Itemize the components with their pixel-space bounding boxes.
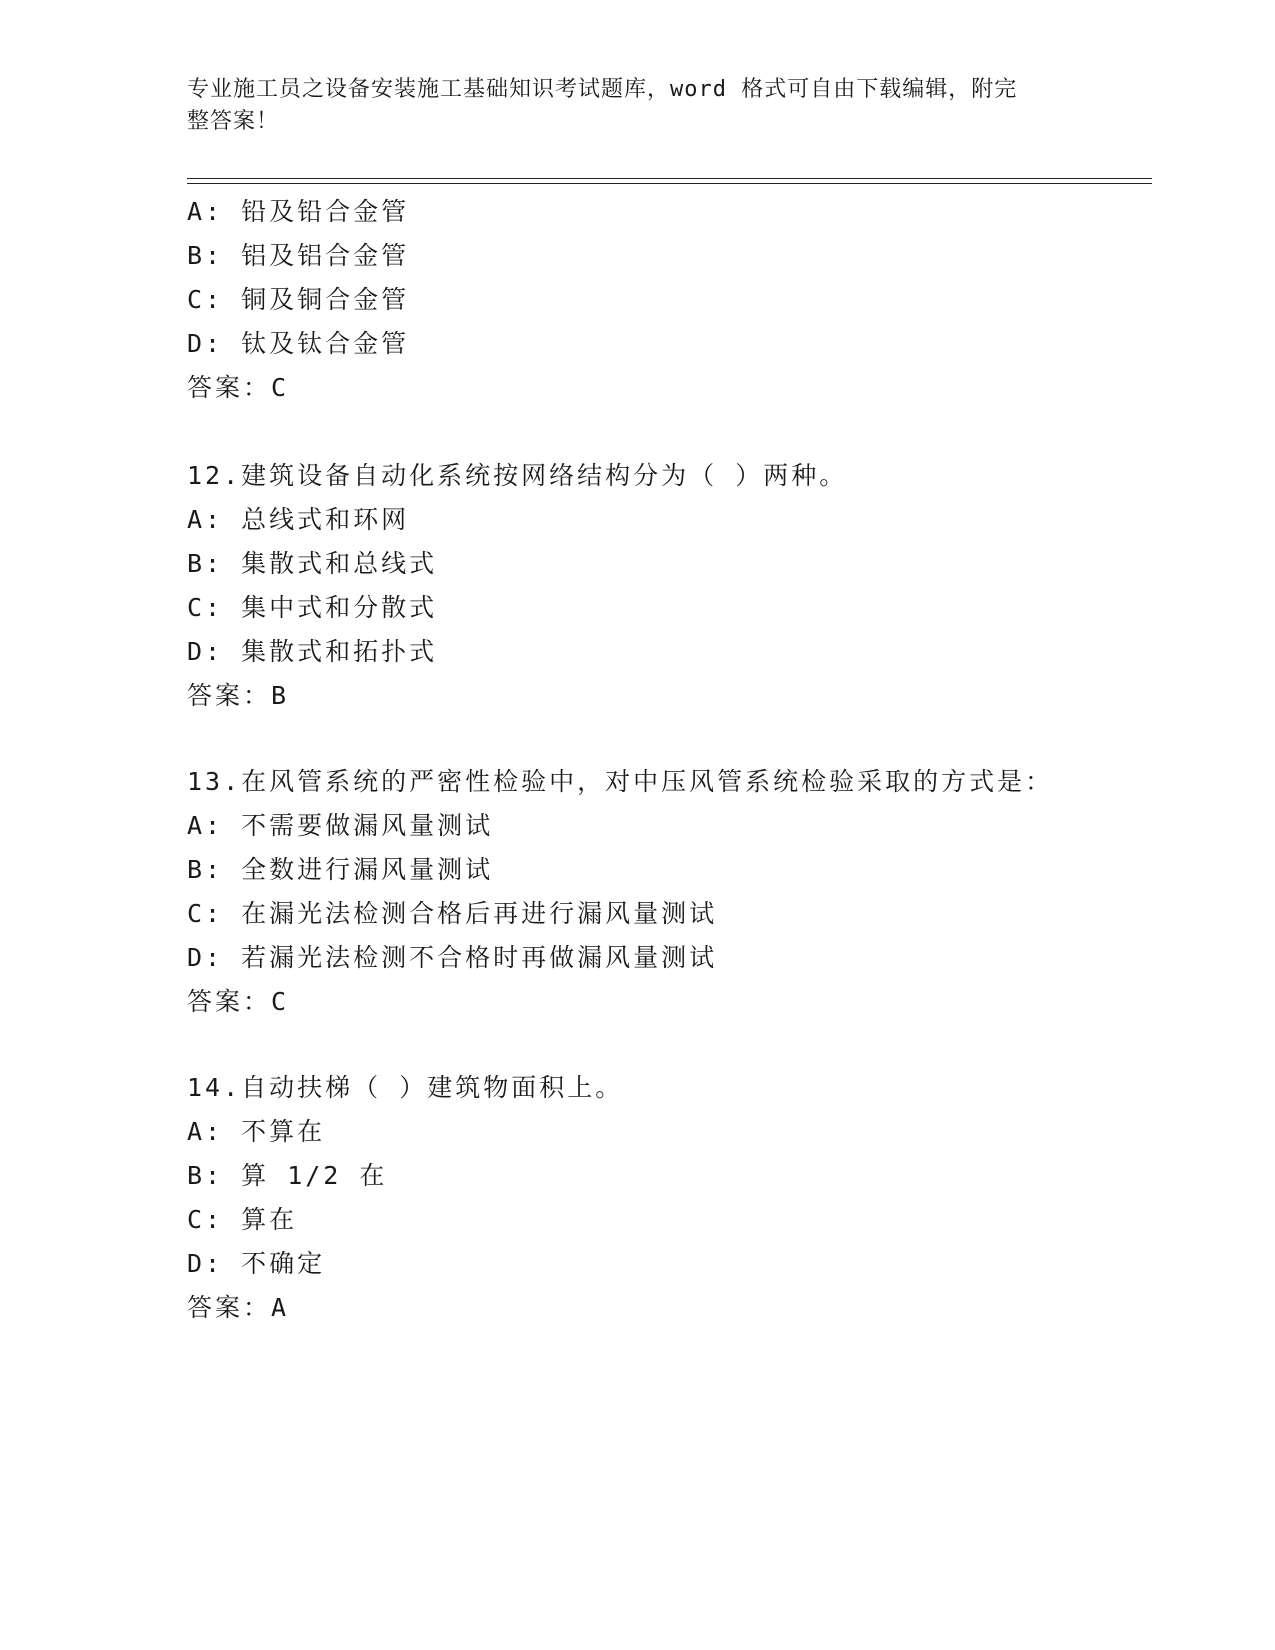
option-b: B: 集散式和总线式	[187, 549, 438, 578]
option-d: D: 若漏光法检测不合格时再做漏风量测试	[187, 943, 718, 972]
question-stem: 13.在风管系统的严密性检验中，对中压风管系统检验采取的方式是：	[187, 767, 1054, 796]
answer-label: 答案：	[187, 987, 272, 1016]
answer-line	[187, 372, 286, 404]
option-a: A: 不需要做漏风量测试	[187, 811, 494, 840]
question-stem: 14.自动扶梯（ ）建筑物面积上。	[187, 1073, 624, 1102]
header-divider-bottom	[187, 183, 1152, 184]
answer-value: C	[271, 373, 287, 402]
option-a: A: 不算在	[187, 1117, 326, 1146]
answer-line	[187, 1292, 286, 1324]
option-c: C: 铜及铜合金管	[187, 285, 410, 314]
option-c: C: 在漏光法检测合格后再进行漏风量测试	[187, 899, 718, 928]
header-line-1: 专业施工员之设备安装施工基础知识考试题库，word 格式可自由下载编辑，附完	[187, 77, 1018, 102]
question-stem: 12.建筑设备自动化系统按网络结构分为（ ）两种。	[187, 461, 848, 490]
option-a: A: 总线式和环网	[187, 505, 410, 534]
option-d: D: 钛及钛合金管	[187, 329, 410, 358]
option-b: B: 铝及铝合金管	[187, 241, 410, 270]
answer-value: A	[271, 1293, 287, 1322]
answer-value: C	[271, 987, 287, 1016]
answer-value: B	[271, 681, 287, 710]
option-b: B: 算 1/2 在	[187, 1161, 388, 1190]
header-line-2: 整答案！	[187, 109, 280, 134]
header-divider-top	[187, 178, 1152, 179]
option-a: A: 铅及铅合金管	[187, 197, 410, 226]
document-header	[187, 74, 1067, 138]
answer-label: 答案：	[187, 373, 272, 402]
option-d: D: 不确定	[187, 1249, 326, 1278]
option-b: B: 全数进行漏风量测试	[187, 855, 494, 884]
option-c: C: 集中式和分散式	[187, 593, 438, 622]
answer-label: 答案：	[187, 1293, 272, 1322]
option-c: C: 算在	[187, 1205, 298, 1234]
answer-line	[187, 680, 286, 712]
answer-line	[187, 986, 286, 1018]
option-d: D: 集散式和拓扑式	[187, 637, 438, 666]
answer-label: 答案：	[187, 681, 272, 710]
